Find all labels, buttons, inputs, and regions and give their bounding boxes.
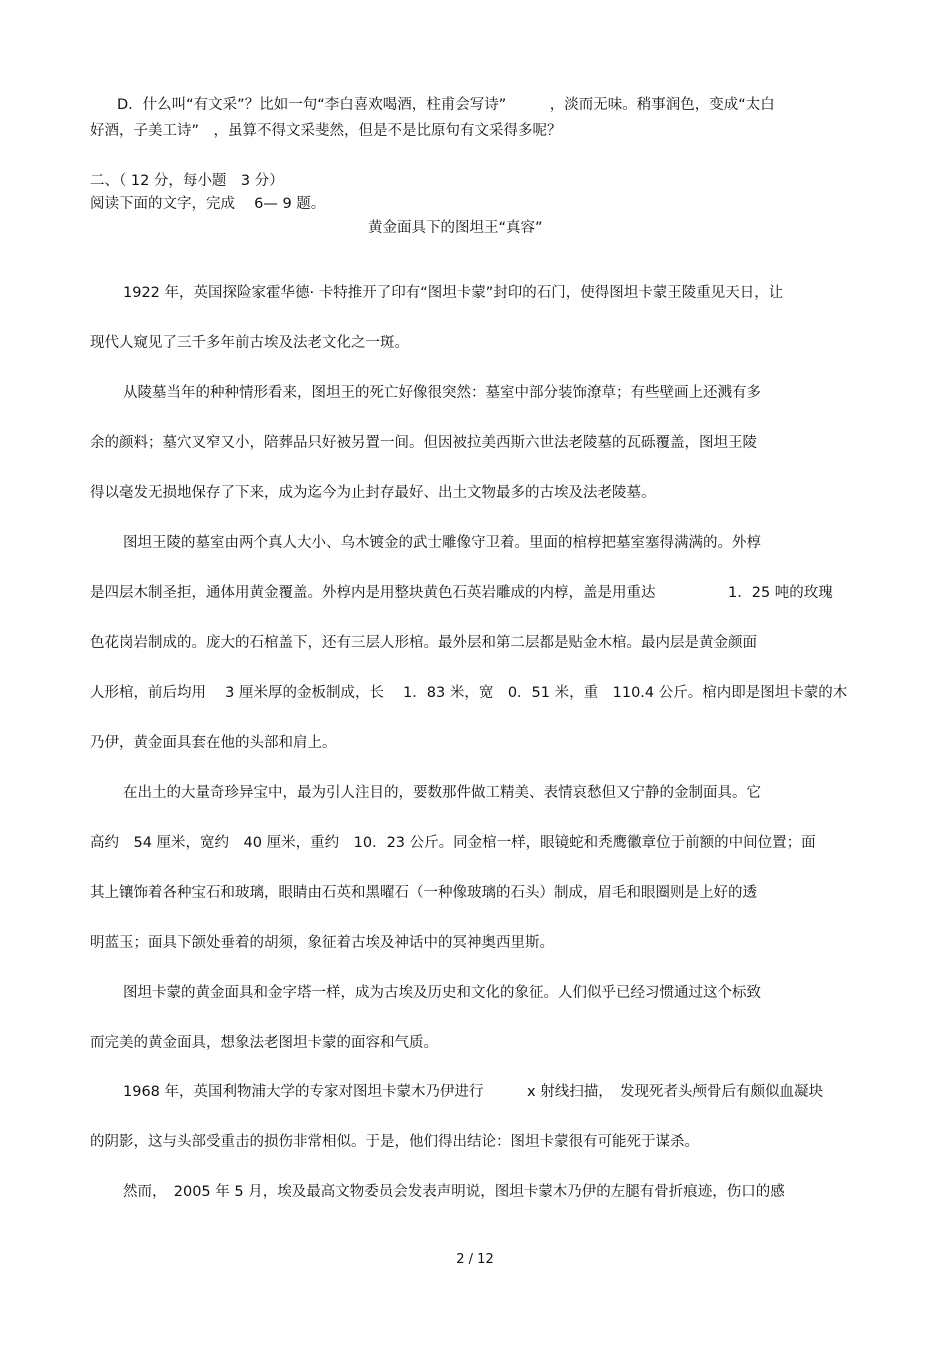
article-line: 而完美的黄金面具，想象法老图坦卡蒙的面容和气质。 (90, 1035, 438, 1051)
article-line: 图坦王陵的墓室由两个真人大小、乌木镀金的武士雕像守卫着。里面的棺椁把墓室塞得满满的。外椁 (123, 535, 761, 551)
article-line: 人形棺，前后均用 3 厘米厚的金板制成，长 1．83 米，宽 0．51 米，重 110.4 公斤。棺内即是图坦卡蒙的木 (90, 685, 848, 701)
article-line: 然而， 2005 年 5 月，埃及最高文物委员会发表声明说，图坦卡蒙木乃伊的左腿有骨折痕迹，伤口的感 (123, 1184, 785, 1200)
article-title: 黄金面具下的图坦王“真容” (368, 220, 543, 236)
article-line: 图坦卡蒙的黄金面具和金字塔一样，成为古埃及历史和文化的象征。人们似乎已经习惯通过这个标致 (123, 985, 761, 1001)
page-number: 2 / 12 (456, 1252, 494, 1267)
article-line: 乃伊，黄金面具套在他的头部和肩上。 (90, 735, 337, 751)
article-line: 现代人窥见了三千多年前古埃及法老文化之一斑。 (90, 335, 409, 351)
article-line: 是四层木制圣拒，通体用黄金覆盖。外椁内是用整块黄色石英岩雕成的内椁，盖是用重达 1．25 吨的玫瑰 (90, 585, 833, 601)
article-line: 余的颜料；墓穴叉窄又小，陪葬品只好被另置一间。但因被拉美西斯六世法老陵墓的瓦砾覆盖，图坦王陵 (90, 435, 757, 451)
article-line: 1968 年，英国利物浦大学的专家对图坦卡蒙木乃伊进行 x 射线扫描， 发现死者头颅骨后有颇似血凝块 (123, 1084, 823, 1100)
section-instruction: 阅读下面的文字，完成 6— 9 题。 (90, 196, 326, 212)
article-line: 在出土的大量奇珍异宝中，最为引人注目的，要数那件做工精美、表情哀愁但又宁静的金制面具。它 (123, 785, 761, 801)
option-d-line-1: D．什么叫“有文采”？比如一句“李白喜欢喝酒，柱甫会写诗” ，淡而无味。稍事润色，变成“太白 (117, 97, 775, 113)
article-line: 明蓝玉；面具下颌处垂着的胡须，象征着古埃及神话中的冥神奥西里斯。 (90, 935, 554, 951)
article-line: 高约 54 厘米，宽约 40 厘米，重约 10．23 公斤。同金棺一样，眼镜蛇和秃鹰徽章位于前额的中间位置；面 (90, 835, 816, 851)
article-line: 从陵墓当年的种种情形看来，图坦王的死亡好像很突然：墓室中部分装饰潦草；有些壁画上还溅有多 (123, 385, 761, 401)
option-d-line-2: 好酒，子美工诗” ，虽算不得文采斐然，但是不是比原句有文采得多呢？ (90, 123, 562, 139)
article-line: 色花岗岩制成的。庞大的石棺盖下，还有三层人形棺。最外层和第二层都是贴金木棺。最内层是黄金颜面 (90, 635, 757, 651)
article-line: 的阴影，这与头部受重击的损伤非常相似。于是，他们得出结论：图坦卡蒙很有可能死于谋杀。 (90, 1134, 699, 1150)
article-line: 1922 年，英国探险家霍华德· 卡特推开了印有“图坦卡蒙”封印的石门，使得图坦卡蒙王陵重见天日，让 (123, 285, 784, 301)
article-line: 其上镶饰着各种宝石和玻璃，眼睛由石英和黑曜石（一种像玻璃的石头）制成，眉毛和眼圈则是上好的透 (90, 885, 757, 901)
article-line: 得以毫发无损地保存了下来，成为迄今为止封存最好、出土文物最多的古埃及法老陵墓。 (90, 485, 656, 501)
section-header: 二、（ 12 分，每小题 3 分） (90, 173, 284, 189)
